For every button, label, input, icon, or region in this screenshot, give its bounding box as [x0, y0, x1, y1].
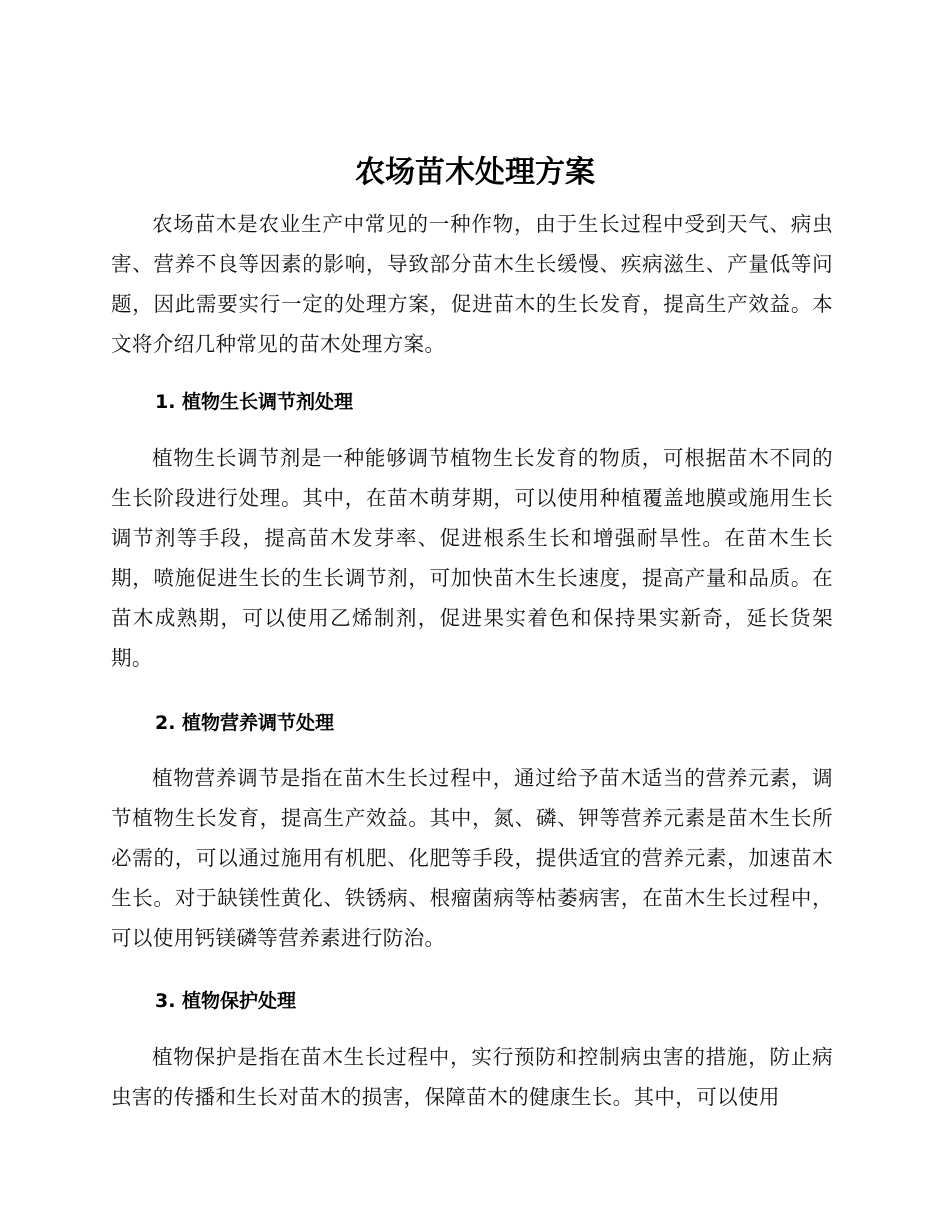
- section-heading-protection: 3. 植物保护处理: [155, 990, 297, 1012]
- document-title: 农场苗木处理方案: [355, 155, 595, 190]
- section-heading-growth-regulator: 1. 植物生长调节剂处理: [155, 391, 354, 413]
- section-body-protection: 植物保护是指在苗木生长过程中，实行预防和控制病虫害的措施，防止病虫害的传播和生长对苗木的损害，保障苗木的健康生长。其中，可以使用: [111, 1045, 833, 1109]
- section-body-nutrition: 植物营养调节是指在苗木生长过程中，通过给予苗木适当的营养元素，调节植物生长发育，提高生产效益。其中，氮、磷、钾等营养元素是苗木生长所必需的，可以通过施用有机肥、化肥等手段，提供适宜的营养元素，加速苗木生长。对于缺镁性黄化、铁锈病、根瘤菌病等枯萎病害，在苗木生长过程中，可以使用钙镁磷等营养素进行防治。: [111, 766, 833, 950]
- intro-paragraph: 农场苗木是农业生产中常见的一种作物，由于生长过程中受到天气、病虫害、营养不良等因素的影响，导致部分苗木生长缓慢、疾病滋生、产量低等问题，因此需要实行一定的处理方案，促进苗木的生长发育，提高生产效益。本文将介绍几种常见的苗木处理方案。: [111, 212, 833, 356]
- section-heading-nutrition: 2. 植物营养调节处理: [155, 712, 335, 734]
- section-body-growth-regulator: 植物生长调节剂是一种能够调节植物生长发育的物质，可根据苗木不同的生长阶段进行处理。其中，在苗木萌芽期，可以使用种植覆盖地膜或施用生长调节剂等手段，提高苗木发芽率、促进根系生长和增强耐旱性。在苗木生长期，喷施促进生长的生长调节剂，可加快苗木生长速度，提高产量和品质。在苗木成熟期，可以使用乙烯制剂，促进果实着色和保持果实新奇，延长货架期。: [111, 446, 833, 670]
